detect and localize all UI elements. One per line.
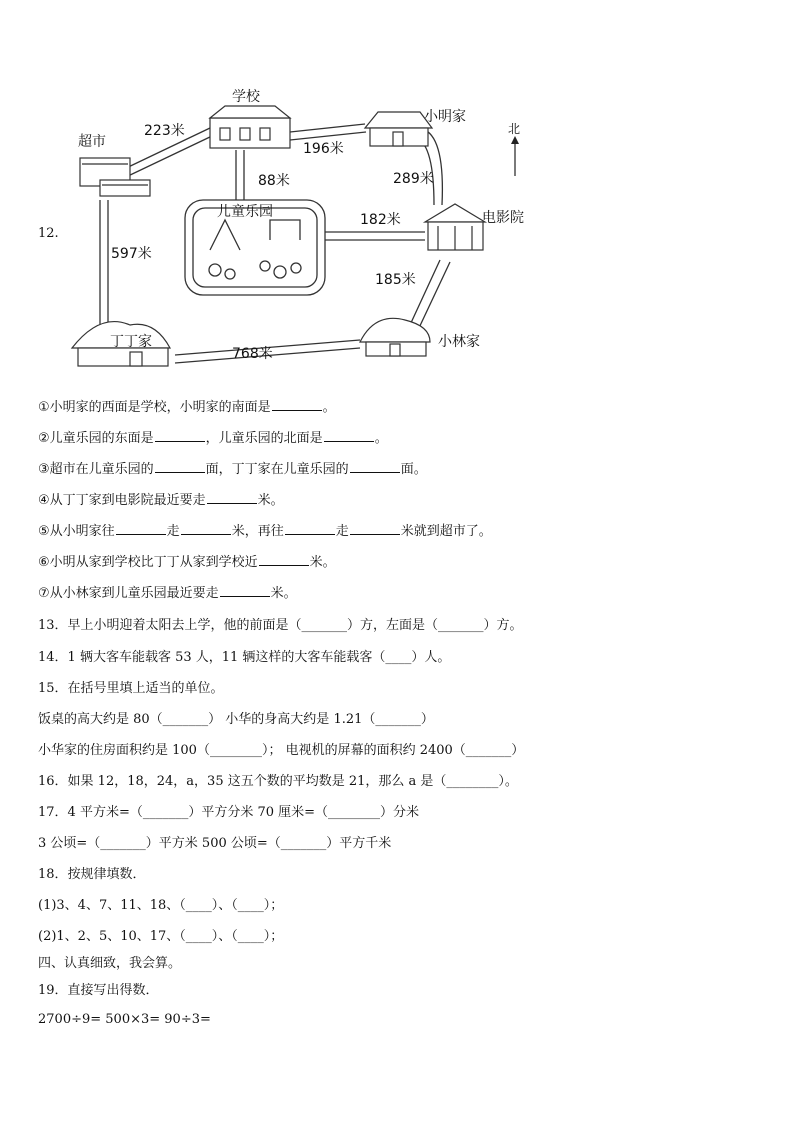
q12-item-5 bbox=[38, 520, 492, 539]
distance-park-cinema: 182米 bbox=[360, 212, 401, 228]
question-19-line-1: 2700÷9= 500×3= 90÷3= bbox=[38, 1012, 211, 1027]
item-text: 小明家的西面是学校，小明家的南面是 bbox=[49, 400, 271, 415]
distance-dingding-xiaolin: 768米 bbox=[232, 346, 273, 362]
item-text: 从丁丁家到电影院最近要走 bbox=[49, 493, 206, 508]
label-dingding-home: 丁丁家 bbox=[110, 334, 152, 350]
answer-blank[interactable] bbox=[350, 460, 400, 473]
label-school: 学校 bbox=[232, 89, 260, 105]
question-12-number: 12. bbox=[38, 226, 59, 241]
question-15-line-2: 小华家的住房面积约是 100（________）； 电视机的屏幕的面积约 2400（_______） bbox=[38, 743, 525, 758]
question-17-line-2: 3 公顷=（_______）平方米 500 公顷=（_______）平方千米 bbox=[38, 836, 392, 851]
answer-blank[interactable] bbox=[272, 398, 322, 411]
section-4-heading: 四、认真细致，我会算。 bbox=[38, 956, 182, 971]
item-text: ，儿童乐园的北面是 bbox=[205, 431, 323, 446]
item-text: 。 bbox=[322, 400, 336, 415]
item-text: 米，再往 bbox=[231, 524, 284, 539]
question-18-line-1: (1)3、4、7、11、18、（____）、（____）； bbox=[38, 898, 284, 913]
q12-item-2 bbox=[38, 427, 388, 446]
answer-blank[interactable] bbox=[116, 522, 166, 535]
item-number: ⑥ bbox=[38, 555, 50, 570]
question-14: 14．1 辆大客车能载客 53 人，11 辆这样的大客车能载客（____）人。 bbox=[38, 650, 451, 665]
answer-blank[interactable] bbox=[259, 553, 309, 566]
item-text: 面。 bbox=[400, 462, 427, 477]
answer-blank[interactable] bbox=[220, 584, 270, 597]
label-park: 儿童乐园 bbox=[217, 204, 273, 220]
item-text: 。 bbox=[374, 431, 388, 446]
question-17-line-1: 17．4 平方米=（_______）平方分米 70 厘米=（________）分米 bbox=[38, 805, 420, 820]
item-text: 面，丁丁家在儿童乐园的 bbox=[205, 462, 349, 477]
item-number: ⑦ bbox=[38, 586, 50, 601]
item-text: 从小明家往 bbox=[49, 524, 115, 539]
distance-school-xiaoming: 196米 bbox=[303, 141, 344, 157]
item-text: 小明从家到学校比丁丁从家到学校近 bbox=[49, 555, 258, 570]
q12-item-1 bbox=[38, 396, 336, 415]
item-text: 走 bbox=[335, 524, 349, 539]
distance-xiaoming-cinema: 289米 bbox=[393, 171, 434, 187]
item-text: 米。 bbox=[257, 493, 284, 508]
question-13: 13．早上小明迎着太阳去上学，他的前面是（_______）方，左面是（_______）方。 bbox=[38, 618, 523, 633]
distance-supermarket-school: 223米 bbox=[144, 123, 185, 139]
answer-blank[interactable] bbox=[155, 460, 205, 473]
q12-item-7 bbox=[38, 582, 297, 601]
distance-school-park: 88米 bbox=[258, 173, 290, 189]
item-text: 米。 bbox=[270, 586, 297, 601]
item-text: 米就到超市了。 bbox=[400, 524, 492, 539]
item-number: ④ bbox=[38, 493, 50, 508]
q12-item-6 bbox=[38, 551, 336, 570]
item-text: 走 bbox=[166, 524, 180, 539]
item-text: 超市在儿童乐园的 bbox=[49, 462, 154, 477]
north-arrow-icon bbox=[509, 136, 521, 176]
distance-supermarket-dingding: 597米 bbox=[111, 246, 152, 262]
question-19-title: 19．直接写出得数． bbox=[38, 983, 159, 998]
question-15-title: 15．在括号里填上适当的单位。 bbox=[38, 681, 224, 696]
item-number: ② bbox=[38, 431, 50, 446]
answer-blank[interactable] bbox=[285, 522, 335, 535]
north-label: 北 bbox=[508, 122, 521, 136]
answer-blank[interactable] bbox=[155, 429, 205, 442]
answer-blank[interactable] bbox=[207, 491, 257, 504]
map-figure bbox=[60, 80, 540, 390]
answer-blank[interactable] bbox=[181, 522, 231, 535]
label-cinema: 电影院 bbox=[482, 210, 524, 226]
label-xiaolin-home: 小林家 bbox=[438, 334, 480, 350]
item-text: 儿童乐园的东面是 bbox=[49, 431, 154, 446]
item-text: 从小林家到儿童乐园最近要走 bbox=[49, 586, 219, 601]
item-number: ① bbox=[38, 400, 50, 415]
item-number: ③ bbox=[38, 462, 50, 477]
item-text: 米。 bbox=[309, 555, 336, 570]
label-supermarket: 超市 bbox=[78, 134, 106, 150]
question-18-line-2: (2)1、2、5、10、17、（____）、（____）； bbox=[38, 929, 284, 944]
q12-item-4 bbox=[38, 489, 284, 508]
label-xiaoming-home: 小明家 bbox=[424, 109, 466, 125]
distance-cinema-xiaolin: 185米 bbox=[375, 272, 416, 288]
question-16: 16．如果 12，18，24，a，35 这五个数的平均数是 21，那么 a 是（________）。 bbox=[38, 774, 518, 789]
q12-item-3 bbox=[38, 458, 427, 477]
item-number: ⑤ bbox=[38, 524, 50, 539]
answer-blank[interactable] bbox=[350, 522, 400, 535]
answer-blank[interactable] bbox=[324, 429, 374, 442]
question-18-title: 18．按规律填数． bbox=[38, 867, 146, 882]
question-15-line-1: 饭桌的高大约是 80（_______） 小华的身高大约是 1.21（_______） bbox=[38, 712, 434, 727]
